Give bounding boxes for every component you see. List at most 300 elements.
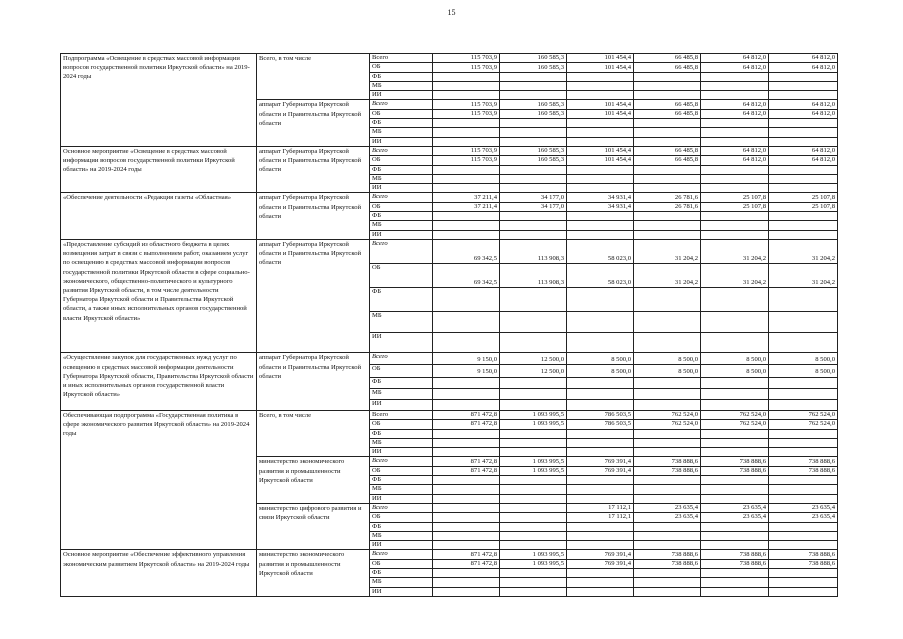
value-cell — [433, 212, 500, 221]
value-cell: 738 888,6 — [634, 559, 701, 568]
value-cell — [567, 312, 634, 332]
program-name: «Предоставление субсидий из областного бюджета в целях возмещения затрат в связи с выполнением работ, оказанием услуг по освещению в средствах массовой информации вопросов государственной политики Иркутской области в сфере социально-экономического, общественно-политического и культурного развития Иркутской области, в том числе деятельности Губернатора Иркутской области и Правительства Иркутской области, а также иных исполнительных органов государственной власти Иркутской области» — [61, 239, 257, 352]
value-cell — [634, 485, 701, 494]
executor-name: аппарат Губернатора Иркутской области и Правительства Иркутской области — [257, 353, 370, 411]
value-cell: 871 472,8 — [433, 457, 500, 466]
value-cell — [634, 448, 701, 457]
program-name: Обеспечивающая подпрограмма «Государственная политика в сфере экономического развития Иркутской области» на 2019-2024 годы — [61, 410, 257, 549]
value-cell — [769, 494, 838, 503]
value-cell — [500, 221, 567, 230]
source-label: МБ — [370, 174, 433, 183]
value-cell: 738 888,6 — [634, 550, 701, 559]
source-label: ФБ — [370, 377, 433, 388]
value-cell — [769, 476, 838, 485]
value-cell: 115 703,9 — [433, 54, 500, 63]
value-cell — [769, 221, 838, 230]
value-cell — [769, 165, 838, 174]
value-cell — [567, 541, 634, 550]
value-cell: 762 524,0 — [634, 420, 701, 429]
source-label: МБ — [370, 485, 433, 494]
executor-name: министерство цифрового развития и связи Иркутской области — [257, 503, 370, 549]
value-cell — [701, 221, 769, 230]
value-cell — [500, 388, 567, 399]
value-cell — [433, 72, 500, 81]
value-cell — [500, 503, 567, 512]
value-cell — [701, 522, 769, 531]
value-cell — [500, 230, 567, 239]
source-label: ОБ — [370, 63, 433, 72]
value-cell — [634, 128, 701, 137]
value-cell: 786 503,5 — [567, 410, 634, 419]
value-cell — [701, 230, 769, 239]
source-label: ОБ — [370, 264, 433, 288]
source-label: ИИ — [370, 541, 433, 550]
executor-name: министерство экономического развития и промышленности Иркутской области — [257, 550, 370, 596]
value-cell — [634, 230, 701, 239]
value-cell — [433, 399, 500, 410]
source-label: ИИ — [370, 448, 433, 457]
value-cell: 115 703,9 — [433, 146, 500, 155]
value-cell — [567, 485, 634, 494]
value-cell — [769, 91, 838, 100]
value-cell — [634, 137, 701, 146]
value-cell: 8 500,0 — [769, 353, 838, 365]
value-cell — [567, 184, 634, 193]
value-cell: 64 812,0 — [769, 100, 838, 109]
source-label: ФБ — [370, 476, 433, 485]
value-cell — [567, 332, 634, 352]
value-cell — [701, 569, 769, 578]
value-cell: 738 888,6 — [634, 457, 701, 466]
value-cell: 160 585,3 — [500, 100, 567, 109]
value-cell: 1 093 995,5 — [500, 550, 567, 559]
value-cell — [769, 569, 838, 578]
value-cell: 762 524,0 — [769, 410, 838, 419]
value-cell: 31 204,2 — [769, 239, 838, 263]
executor-name: аппарат Губернатора Иркутской области и Правительства Иркутской области — [257, 146, 370, 192]
source-label: Всего — [370, 457, 433, 466]
value-cell — [500, 91, 567, 100]
value-cell — [500, 494, 567, 503]
value-cell — [433, 388, 500, 399]
value-cell — [433, 569, 500, 578]
value-cell — [500, 165, 567, 174]
source-label: ФБ — [370, 288, 433, 312]
value-cell — [634, 476, 701, 485]
value-cell: 64 812,0 — [701, 156, 769, 165]
value-cell: 23 635,4 — [769, 503, 838, 512]
value-cell: 34 177,0 — [500, 202, 567, 211]
value-cell — [701, 174, 769, 183]
source-label: Всего — [370, 239, 433, 263]
value-cell — [567, 587, 634, 596]
value-cell — [701, 438, 769, 447]
value-cell: 66 485,8 — [634, 156, 701, 165]
value-cell — [701, 578, 769, 587]
source-label: ИИ — [370, 184, 433, 193]
value-cell: 1 093 995,5 — [500, 410, 567, 419]
source-label: ИИ — [370, 137, 433, 146]
value-cell — [634, 399, 701, 410]
value-cell — [701, 119, 769, 128]
value-cell: 66 485,8 — [634, 100, 701, 109]
value-cell: 762 524,0 — [701, 420, 769, 429]
table-row — [61, 146, 838, 155]
value-cell: 762 524,0 — [769, 420, 838, 429]
source-label: Всего — [370, 503, 433, 512]
value-cell: 160 585,3 — [500, 156, 567, 165]
value-cell — [634, 494, 701, 503]
value-cell — [634, 221, 701, 230]
value-cell — [769, 128, 838, 137]
value-cell: 101 454,4 — [567, 100, 634, 109]
value-cell — [500, 587, 567, 596]
value-cell: 58 023,0 — [567, 239, 634, 263]
value-cell — [769, 522, 838, 531]
value-cell: 23 635,4 — [769, 513, 838, 522]
value-cell — [433, 221, 500, 230]
value-cell — [433, 513, 500, 522]
value-cell — [769, 429, 838, 438]
value-cell: 738 888,6 — [701, 559, 769, 568]
value-cell — [567, 72, 634, 81]
value-cell: 8 500,0 — [634, 365, 701, 377]
source-label: ФБ — [370, 165, 433, 174]
value-cell — [634, 81, 701, 90]
value-cell — [769, 212, 838, 221]
value-cell: 37 211,4 — [433, 202, 500, 211]
value-cell: 8 500,0 — [769, 365, 838, 377]
source-label: МБ — [370, 531, 433, 540]
value-cell: 31 204,2 — [769, 264, 838, 288]
source-label: ФБ — [370, 212, 433, 221]
value-cell — [433, 377, 500, 388]
source-label: ИИ — [370, 230, 433, 239]
value-cell: 101 454,4 — [567, 54, 634, 63]
value-cell: 64 812,0 — [701, 109, 769, 118]
value-cell — [500, 438, 567, 447]
value-cell — [433, 522, 500, 531]
value-cell: 26 781,6 — [634, 202, 701, 211]
value-cell — [701, 128, 769, 137]
value-cell — [567, 91, 634, 100]
program-name: «Осуществление закупок для государственных нужд услуг по освещению в средствах массовой информации деятельности Губернатора Иркутской области, Правительства Иркутской области и иных исполнительных органов государственной власти Иркутской области» — [61, 353, 257, 411]
value-cell — [500, 312, 567, 332]
program-name: «Обеспечение деятельности «Редакция газеты «Областная» — [61, 193, 257, 239]
value-cell — [769, 81, 838, 90]
value-cell — [567, 448, 634, 457]
program-name: Подпрограмма «Освещение в средствах массовой информации вопросов государственной политики Иркутской области» на 2019-2024 годы — [61, 54, 257, 147]
value-cell — [701, 81, 769, 90]
value-cell — [500, 429, 567, 438]
value-cell: 871 472,8 — [433, 559, 500, 568]
value-cell: 64 812,0 — [769, 156, 838, 165]
value-cell: 8 500,0 — [701, 365, 769, 377]
value-cell — [567, 230, 634, 239]
value-cell — [701, 137, 769, 146]
value-cell — [567, 429, 634, 438]
value-cell — [500, 399, 567, 410]
executor-name: министерство экономического развития и промышленности Иркутской области — [257, 457, 370, 503]
value-cell: 31 204,2 — [701, 239, 769, 263]
value-cell — [769, 587, 838, 596]
value-cell — [433, 128, 500, 137]
source-label: Всего — [370, 410, 433, 419]
value-cell: 101 454,4 — [567, 109, 634, 118]
program-name: Основное мероприятие «Освещение в средствах массовой информации вопросов государственной политики Иркутской области» на 2019-2024 годы — [61, 146, 257, 192]
table-row — [61, 239, 838, 263]
value-cell: 64 812,0 — [701, 146, 769, 155]
value-cell: 1 093 995,5 — [500, 457, 567, 466]
source-label: ФБ — [370, 119, 433, 128]
value-cell: 23 635,4 — [701, 503, 769, 512]
value-cell: 101 454,4 — [567, 146, 634, 155]
value-cell — [769, 230, 838, 239]
value-cell — [500, 288, 567, 312]
source-label: ОБ — [370, 109, 433, 118]
value-cell: 738 888,6 — [701, 466, 769, 475]
value-cell — [567, 494, 634, 503]
value-cell — [500, 184, 567, 193]
value-cell — [769, 174, 838, 183]
source-label: ИИ — [370, 494, 433, 503]
value-cell — [500, 119, 567, 128]
source-label: ФБ — [370, 429, 433, 438]
value-cell — [500, 485, 567, 494]
value-cell: 66 485,8 — [634, 109, 701, 118]
value-cell — [567, 531, 634, 540]
value-cell — [433, 312, 500, 332]
value-cell — [500, 522, 567, 531]
value-cell — [567, 476, 634, 485]
value-cell — [769, 312, 838, 332]
value-cell: 769 391,4 — [567, 559, 634, 568]
source-label: Всего — [370, 193, 433, 202]
value-cell: 64 812,0 — [769, 109, 838, 118]
value-cell — [701, 531, 769, 540]
value-cell — [769, 438, 838, 447]
value-cell: 871 472,8 — [433, 466, 500, 475]
value-cell: 115 703,9 — [433, 100, 500, 109]
value-cell: 64 812,0 — [769, 63, 838, 72]
value-cell: 738 888,6 — [701, 550, 769, 559]
value-cell — [567, 137, 634, 146]
value-cell — [567, 377, 634, 388]
value-cell: 738 888,6 — [701, 457, 769, 466]
value-cell: 23 635,4 — [701, 513, 769, 522]
value-cell: 31 204,2 — [701, 264, 769, 288]
value-cell: 1 093 995,5 — [500, 559, 567, 568]
value-cell: 769 391,4 — [567, 466, 634, 475]
value-cell — [634, 184, 701, 193]
value-cell — [769, 448, 838, 457]
value-cell: 762 524,0 — [634, 410, 701, 419]
value-cell — [634, 522, 701, 531]
value-cell: 101 454,4 — [567, 63, 634, 72]
value-cell — [500, 476, 567, 485]
value-cell — [567, 128, 634, 137]
value-cell — [433, 184, 500, 193]
source-label: МБ — [370, 128, 433, 137]
table-row — [61, 410, 838, 419]
value-cell: 25 107,8 — [701, 193, 769, 202]
value-cell — [433, 429, 500, 438]
value-cell — [769, 119, 838, 128]
source-label: Всего — [370, 54, 433, 63]
value-cell — [433, 165, 500, 174]
value-cell: 17 112,1 — [567, 503, 634, 512]
value-cell: 871 472,8 — [433, 550, 500, 559]
value-cell — [701, 399, 769, 410]
value-cell — [500, 212, 567, 221]
value-cell: 58 023,0 — [567, 264, 634, 288]
value-cell — [634, 388, 701, 399]
value-cell: 115 703,9 — [433, 109, 500, 118]
value-cell — [433, 541, 500, 550]
value-cell — [500, 531, 567, 540]
value-cell: 1 093 995,5 — [500, 420, 567, 429]
value-cell — [701, 429, 769, 438]
source-label: ОБ — [370, 466, 433, 475]
value-cell: 64 812,0 — [769, 146, 838, 155]
value-cell — [433, 448, 500, 457]
value-cell — [500, 513, 567, 522]
value-cell — [769, 72, 838, 81]
value-cell: 69 342,5 — [433, 264, 500, 288]
value-cell — [769, 399, 838, 410]
value-cell: 1 093 995,5 — [500, 466, 567, 475]
value-cell — [567, 578, 634, 587]
value-cell: 113 908,3 — [500, 239, 567, 263]
source-label: Всего — [370, 353, 433, 365]
value-cell — [634, 288, 701, 312]
value-cell — [634, 578, 701, 587]
value-cell — [500, 578, 567, 587]
value-cell — [433, 503, 500, 512]
value-cell: 25 107,8 — [769, 202, 838, 211]
value-cell — [567, 174, 634, 183]
value-cell: 17 112,1 — [567, 513, 634, 522]
source-label: ИИ — [370, 399, 433, 410]
value-cell: 25 107,8 — [769, 193, 838, 202]
executor-name: аппарат Губернатора Иркутской области и Правительства Иркутской области — [257, 100, 370, 146]
value-cell — [500, 332, 567, 352]
value-cell — [634, 72, 701, 81]
value-cell — [634, 587, 701, 596]
value-cell — [433, 137, 500, 146]
table-row — [61, 550, 838, 559]
source-label: МБ — [370, 438, 433, 447]
value-cell — [433, 81, 500, 90]
value-cell — [634, 165, 701, 174]
table-row — [61, 54, 838, 63]
value-cell — [433, 438, 500, 447]
value-cell: 64 812,0 — [701, 63, 769, 72]
funding-table — [60, 53, 838, 597]
source-label: ИИ — [370, 91, 433, 100]
value-cell: 113 908,3 — [500, 264, 567, 288]
value-cell: 25 107,8 — [701, 202, 769, 211]
value-cell — [701, 388, 769, 399]
value-cell — [701, 332, 769, 352]
value-cell: 738 888,6 — [769, 559, 838, 568]
value-cell: 34 931,4 — [567, 202, 634, 211]
source-label: МБ — [370, 221, 433, 230]
value-cell: 66 485,8 — [634, 54, 701, 63]
value-cell — [433, 91, 500, 100]
value-cell: 115 703,9 — [433, 63, 500, 72]
value-cell: 64 812,0 — [701, 54, 769, 63]
value-cell — [567, 288, 634, 312]
value-cell: 786 503,5 — [567, 420, 634, 429]
value-cell — [433, 332, 500, 352]
source-label: ФБ — [370, 522, 433, 531]
value-cell: 31 204,2 — [634, 239, 701, 263]
value-cell — [634, 531, 701, 540]
source-label: Всего — [370, 100, 433, 109]
value-cell — [634, 119, 701, 128]
value-cell: 738 888,6 — [769, 550, 838, 559]
value-cell — [500, 81, 567, 90]
value-cell — [769, 288, 838, 312]
value-cell: 101 454,4 — [567, 156, 634, 165]
value-cell: 9 150,0 — [433, 353, 500, 365]
value-cell: 66 485,8 — [634, 63, 701, 72]
value-cell — [567, 221, 634, 230]
value-cell — [433, 174, 500, 183]
source-label: МБ — [370, 81, 433, 90]
value-cell: 871 472,8 — [433, 410, 500, 419]
value-cell — [634, 438, 701, 447]
value-cell: 8 500,0 — [634, 353, 701, 365]
value-cell — [433, 476, 500, 485]
value-cell — [500, 377, 567, 388]
value-cell: 738 888,6 — [769, 457, 838, 466]
value-cell: 64 812,0 — [769, 54, 838, 63]
value-cell — [634, 312, 701, 332]
value-cell — [634, 377, 701, 388]
value-cell — [701, 541, 769, 550]
value-cell: 64 812,0 — [701, 100, 769, 109]
value-cell — [701, 494, 769, 503]
value-cell — [433, 119, 500, 128]
value-cell: 34 931,4 — [567, 193, 634, 202]
value-cell — [433, 587, 500, 596]
value-cell — [769, 531, 838, 540]
value-cell — [433, 485, 500, 494]
value-cell — [701, 184, 769, 193]
value-cell — [634, 91, 701, 100]
value-cell: 8 500,0 — [567, 353, 634, 365]
value-cell — [567, 438, 634, 447]
value-cell: 8 500,0 — [701, 353, 769, 365]
value-cell: 69 342,5 — [433, 239, 500, 263]
source-label: ОБ — [370, 365, 433, 377]
value-cell — [433, 531, 500, 540]
value-cell: 160 585,3 — [500, 146, 567, 155]
value-cell — [567, 212, 634, 221]
value-cell — [500, 137, 567, 146]
value-cell — [634, 332, 701, 352]
value-cell — [769, 578, 838, 587]
value-cell — [634, 569, 701, 578]
source-label: Всего — [370, 550, 433, 559]
value-cell: 769 391,4 — [567, 550, 634, 559]
value-cell — [567, 399, 634, 410]
table-row — [61, 353, 838, 365]
value-cell — [500, 448, 567, 457]
value-cell: 9 150,0 — [433, 365, 500, 377]
